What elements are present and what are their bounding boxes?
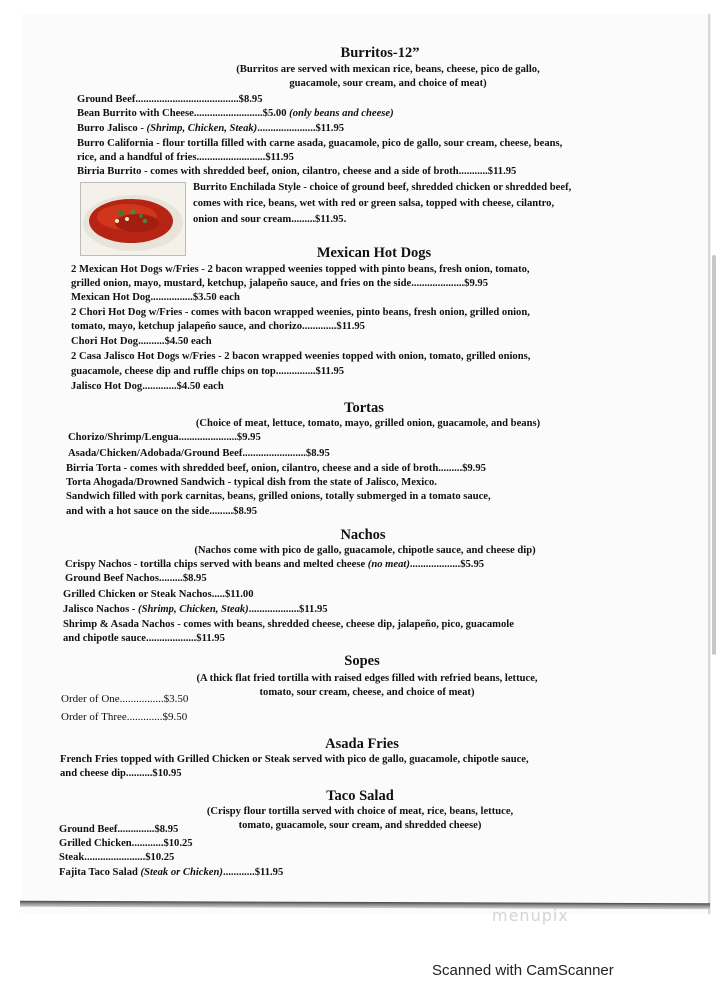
- menu-item-jalisco-nachos: Jalisco Nachos - (Shrimp, Chicken, Steak)...................$11.95: [63, 604, 328, 615]
- menu-item-ground-beef-burrito: Ground Beef.......................................$8.95: [77, 94, 263, 105]
- menu-item-burro-jalisco: Burro Jalisco - (Shrimp, Chicken, Steak)......................$11.95: [77, 123, 345, 134]
- section-title-asada-fries: Asada Fries: [325, 736, 399, 752]
- menu-item-torta-ahogada-cont-2: and with a hot sauce on the side.........$8.95: [66, 506, 258, 517]
- menupix-watermark: menupix: [492, 906, 569, 925]
- menu-item-casa-jalisco-hot-dogs: 2 Casa Jalisco Hot Dogs w/Fries - 2 bacon wrapped weenies topped with onion, tomato, grilled onions,: [71, 351, 531, 362]
- sopes-note-1: (A thick flat fried tortilla with raised edges filled with refried beans, lettuce,: [196, 673, 538, 684]
- menu-item-casa-jalisco-hot-dogs-cont: guacamole, cheese dip and ruffle chips on top...............$11.95: [71, 366, 345, 377]
- menu-item-asada-fries-cont: and cheese dip..........$10.95: [60, 768, 182, 779]
- menu-item-grilled-chicken-nachos: Grilled Chicken or Steak Nachos.....$11.00: [63, 589, 254, 600]
- menu-item-shrimp-asada-nachos-cont: and chipotle sauce...................$11.95: [63, 633, 225, 644]
- menu-item-chori-hot-dogs: 2 Chori Hot Dog w/Fries - comes with bacon wrapped weenies, pinto beans, fresh onion, grilled onion,: [71, 307, 530, 318]
- section-title-burritos: Burritos-12”: [340, 45, 420, 61]
- menu-item-asada-fries: French Fries topped with Grilled Chicken or Steak served with pico de gallo, guacamole, chipotle sauce,: [60, 754, 529, 765]
- menu-item-sopes-one: Order of One................$3.50: [61, 693, 189, 705]
- menu-item-burrito-enchilada: Burrito Enchilada Style - choice of ground beef, shredded chicken or shredded beef,: [193, 182, 572, 193]
- menu-item-mexican-hot-dog: Mexican Hot Dog................$3.50 each: [71, 292, 240, 303]
- menu-item-taco-salad-steak: Steak.......................$10.25: [59, 852, 175, 863]
- tortas-note: (Choice of meat, lettuce, tomato, mayo, grilled onion, guacamole, and beans): [195, 418, 541, 429]
- menu-item-fajita-taco-salad: Fajita Taco Salad (Steak or Chicken)............$11.95: [59, 867, 284, 878]
- page-shadow-edge: [712, 255, 716, 655]
- menu-item-sopes-three: Order of Three.............$9.50: [61, 711, 188, 723]
- menu-item-jalisco-hot-dog: Jalisco Hot Dog.............$4.50 each: [71, 381, 224, 392]
- menu-item-mexican-hot-dogs-cont: grilled onion, mayo, mustard, ketchup, jalapeño sauce, and fries on the side....................$9.95: [71, 278, 489, 289]
- menu-item-torta-ahogada: Torta Ahogada/Drowned Sandwich - typical dish from the state of Jalisco, Mexico.: [66, 477, 437, 488]
- taco-salad-note-1: (Crispy flour tortilla served with choice of meat, rice, beans, lettuce,: [206, 806, 514, 817]
- burritos-note-1: (Burritos are served with mexican rice, beans, cheese, pico de gallo,: [236, 64, 540, 75]
- menu-item-mexican-hot-dogs: 2 Mexican Hot Dogs w/Fries - 2 bacon wrapped weenies topped with pinto beans, fresh onion, tomato,: [71, 264, 530, 275]
- menu-item-shrimp-asada-nachos: Shrimp & Asada Nachos - comes with beans, shredded cheese, cheese dip, jalapeño, pico, guacamole: [63, 619, 514, 630]
- menu-item-chori-hot-dog: Chori Hot Dog..........$4.50 each: [71, 336, 212, 347]
- menu-item-taco-salad-chicken: Grilled Chicken............$10.25: [59, 838, 193, 849]
- menu-item-burro-california-cont: rice, and a handful of fries..........................$11.95: [77, 152, 294, 163]
- menu-item-birria-torta: Birria Torta - comes with shredded beef, onion, cilantro, cheese and a side of broth.........$9.95: [66, 463, 486, 474]
- section-title-sopes: Sopes: [344, 653, 380, 669]
- sopes-note-2: tomato, sour cream, cheese, and choice of meat): [259, 687, 475, 698]
- section-title-taco-salad: Taco Salad: [326, 788, 394, 804]
- menu-item-bean-burrito: Bean Burrito with Cheese..........................$5.00 (only beans and cheese): [77, 108, 394, 119]
- menu-item-burrito-enchilada-cont-2: onion and sour cream.........$11.95.: [193, 214, 347, 225]
- burritos-note-2: guacamole, sour cream, and choice of meat): [289, 78, 487, 89]
- menu-item-crispy-nachos: Crispy Nachos - tortilla chips served with beans and melted cheese (no meat)...................$5.95: [65, 559, 485, 570]
- camscanner-footer: Scanned with CamScanner: [432, 962, 614, 979]
- nachos-note: (Nachos come with pico de gallo, guacamole, chipotle sauce, and cheese dip): [194, 545, 536, 556]
- menu-item-ground-beef-nachos: Ground Beef Nachos.........$8.95: [65, 573, 207, 584]
- section-title-tortas: Tortas: [344, 400, 384, 416]
- menu-item-birria-burrito: Birria Burrito - comes with shredded beef, onion, cilantro, cheese and a side of broth...........$11.95: [77, 166, 517, 177]
- taco-salad-note-2: tomato, guacamole, sour cream, and shredded cheese): [238, 820, 482, 831]
- section-title-nachos: Nachos: [340, 527, 386, 543]
- menu-item-taco-salad-ground-beef: Ground Beef..............$8.95: [59, 824, 179, 835]
- menu-item-torta-chorizo: Chorizo/Shrimp/Lengua......................$9.95: [68, 432, 261, 443]
- menu-item-burrito-enchilada-cont-1: comes with rice, beans, wet with red or green salsa, topped with cheese, cilantro,: [193, 198, 555, 209]
- menu-item-burro-california: Burro California - flour tortilla filled with carne asada, guacamole, pico de gallo, sour cream, cheese, beans,: [77, 138, 563, 149]
- section-title-hot-dogs: Mexican Hot Dogs: [316, 245, 432, 261]
- menu-item-torta-asada: Asada/Chicken/Adobada/Ground Beef........................$8.95: [68, 448, 330, 459]
- menu-item-chori-hot-dogs-cont: tomato, mayo, ketchup jalapeño sauce, and chorizo.............$11.95: [71, 321, 365, 332]
- menu-item-torta-ahogada-cont-1: Sandwich filled with pork carnitas, beans, grilled onions, totally submerged in a tomato sauce,: [66, 491, 491, 502]
